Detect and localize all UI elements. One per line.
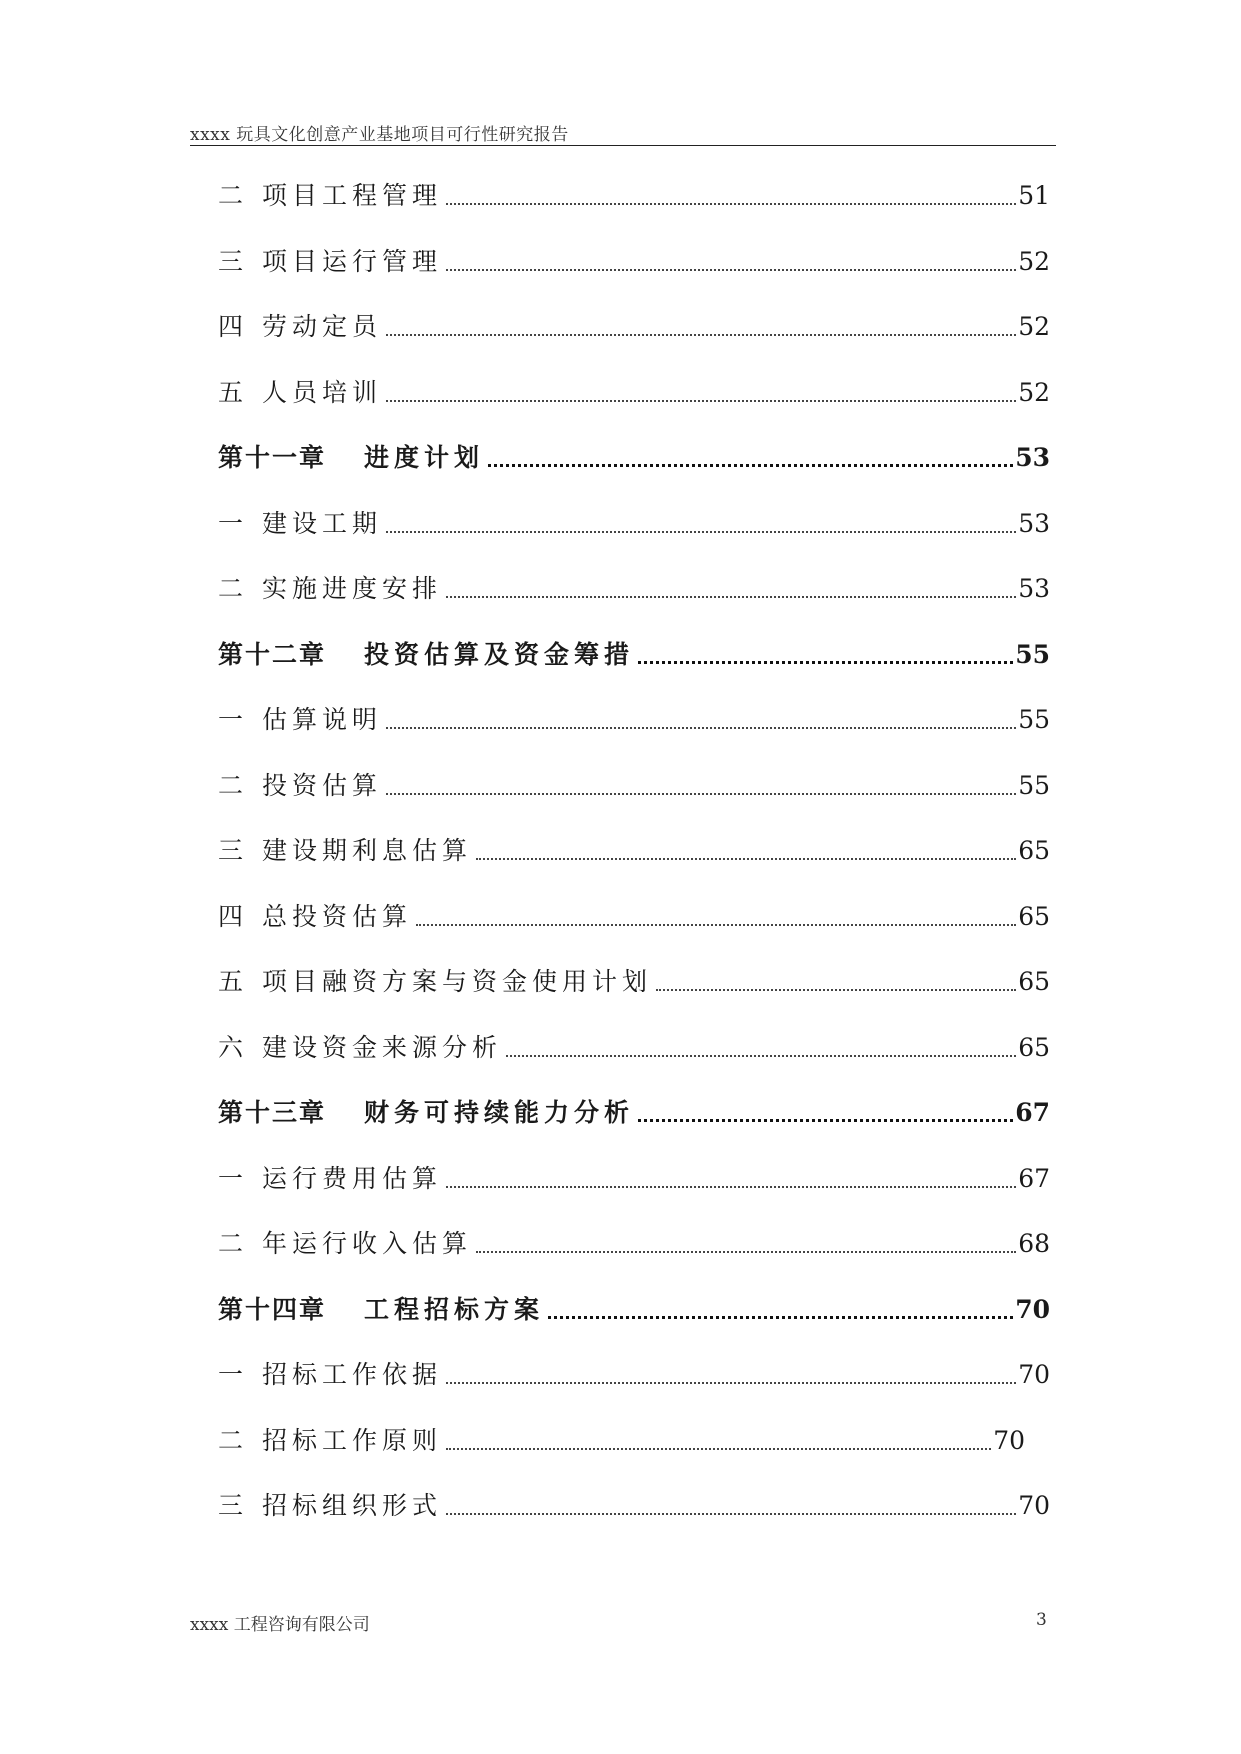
toc-entry-number: 一 [218,705,244,734]
toc-entry-page: 52 [1018,312,1050,341]
dot-leader [386,400,1016,402]
dot-leader [416,924,1016,926]
toc-entry-title: 年运行收入估算 [262,1229,473,1258]
dot-leader [488,464,1013,467]
toc-entry-page: 65 [1018,836,1050,865]
toc-entry-number: 六 [218,1032,244,1062]
toc-entry-number: 一 [218,508,244,538]
toc-entry-page: 65 [1018,967,1050,996]
toc-entry-page: 67 [1018,1163,1050,1193]
toc-entry-number: 第十四章 [218,1294,327,1324]
toc-entry-title: 招标工作依据 [262,1360,443,1389]
toc-section-row [218,1159,1050,1199]
toc-entry-number: 一 [218,1360,244,1389]
toc-entry-title: 进度计划 [364,443,485,472]
dot-leader [638,661,1013,664]
dot-leader [446,269,1016,271]
toc-entry-title: 工程招标方案 [364,1294,545,1324]
toc-section-row [218,504,1050,544]
toc-entry-title: 招标组织形式 [262,1491,443,1520]
dot-leader [446,1382,1016,1384]
dot-leader [386,727,1016,729]
dot-leader [446,203,1016,205]
dot-leader [638,1119,1013,1122]
toc-entry-title: 估算说明 [262,705,383,734]
dot-leader [548,1316,1013,1319]
toc-entry-number: 三 [218,1491,244,1520]
footer-company: xxxx 工程咨询有限公司 [190,1615,370,1635]
toc-entry-title: 招标工作原则 [262,1425,443,1455]
toc-chapter-row [218,635,1050,675]
dot-leader [446,596,1016,598]
toc-section-row [218,766,1050,806]
toc-section-row [218,1224,1050,1264]
toc-section-row [218,962,1050,1002]
header-rule [190,145,1056,146]
toc-entry-number: 二 [218,1425,244,1455]
toc-entry-number: 二 [218,181,244,210]
toc-entry-number: 三 [218,246,244,276]
toc-entry-page: 67 [1015,1098,1050,1127]
toc-entry-page: 55 [1015,639,1050,669]
toc-entry-title: 建设资金来源分析 [262,1032,503,1062]
toc-section-row [218,569,1050,609]
footer-page-number: 3 [1036,1610,1047,1630]
toc-section-row [218,176,1050,216]
toc-entry-number: 二 [218,770,244,800]
toc-entry-number: 二 [218,1229,244,1258]
toc-entry-page: 52 [1018,377,1050,407]
toc-chapter-row [218,1290,1050,1330]
toc-entry-title: 投资估算及资金筹措 [364,639,635,669]
toc-entry-page: 52 [1018,246,1050,276]
toc-entry-page: 55 [1018,705,1050,734]
toc-entry-number: 五 [218,377,244,407]
toc-entry-number: 四 [218,901,244,931]
toc-entry-page: 53 [1018,574,1050,603]
toc-entry-page: 70 [993,1425,1025,1455]
dot-leader [506,1055,1016,1057]
toc-section-row [218,831,1050,871]
dot-leader [386,793,1016,795]
toc-section-row [218,373,1050,413]
toc-entry-page: 70 [1018,1491,1050,1520]
toc-entry-title: 项目融资方案与资金使用计划 [262,967,653,996]
dot-leader [476,1251,1016,1253]
toc-entry-number: 五 [218,967,244,996]
toc-entry-page: 53 [1015,443,1050,472]
toc-entry-title: 运行费用估算 [262,1163,443,1193]
toc-entry-number: 一 [218,1163,244,1193]
toc-entry-page: 70 [1015,1294,1050,1324]
toc-entry-page: 53 [1018,508,1050,538]
toc-section-row [218,1421,1025,1461]
toc-entry-title: 建设期利息估算 [262,836,473,865]
toc-section-row [218,1028,1050,1068]
toc-section-row [218,897,1050,937]
toc-entry-title: 投资估算 [262,770,383,800]
toc-section-row [218,1355,1050,1395]
toc-entry-title: 实施进度安排 [262,574,443,603]
dot-leader [446,1513,1016,1515]
page-header: xxxx 玩具文化创意产业基地项目可行性研究报告 [190,125,569,145]
toc-entry-page: 51 [1018,181,1050,210]
dot-leader [446,1186,1016,1188]
toc-entry-title: 项目工程管理 [262,181,443,210]
toc-entry-page: 65 [1018,1032,1050,1062]
toc-entry-number: 二 [218,574,244,603]
toc-section-row [218,242,1050,282]
toc-entry-page: 55 [1018,770,1050,800]
dot-leader [446,1448,991,1450]
toc-entry-title: 总投资估算 [262,901,413,931]
toc-entry-number: 四 [218,312,244,341]
dot-leader [476,858,1016,860]
toc-section-row [218,700,1050,740]
toc-section-row [218,307,1050,347]
toc-entry-title: 项目运行管理 [262,246,443,276]
toc-section-row [218,1486,1050,1526]
toc-entry-number: 第十三章 [218,1098,327,1127]
dot-leader [656,989,1016,991]
toc-chapter-row [218,1093,1050,1133]
toc-entry-title: 劳动定员 [262,312,383,341]
toc-entry-title: 财务可持续能力分析 [364,1098,635,1127]
toc-chapter-row [218,438,1050,478]
toc-entry-number: 第十一章 [218,443,327,472]
toc-entry-title: 人员培训 [262,377,383,407]
toc-entry-page: 68 [1018,1229,1050,1258]
toc-entry-number: 三 [218,836,244,865]
toc-entry-page: 70 [1018,1360,1050,1389]
dot-leader [386,334,1016,336]
toc-entry-number: 第十二章 [218,639,327,669]
toc-entry-title: 建设工期 [262,508,383,538]
dot-leader [386,531,1016,533]
toc-entry-page: 65 [1018,901,1050,931]
